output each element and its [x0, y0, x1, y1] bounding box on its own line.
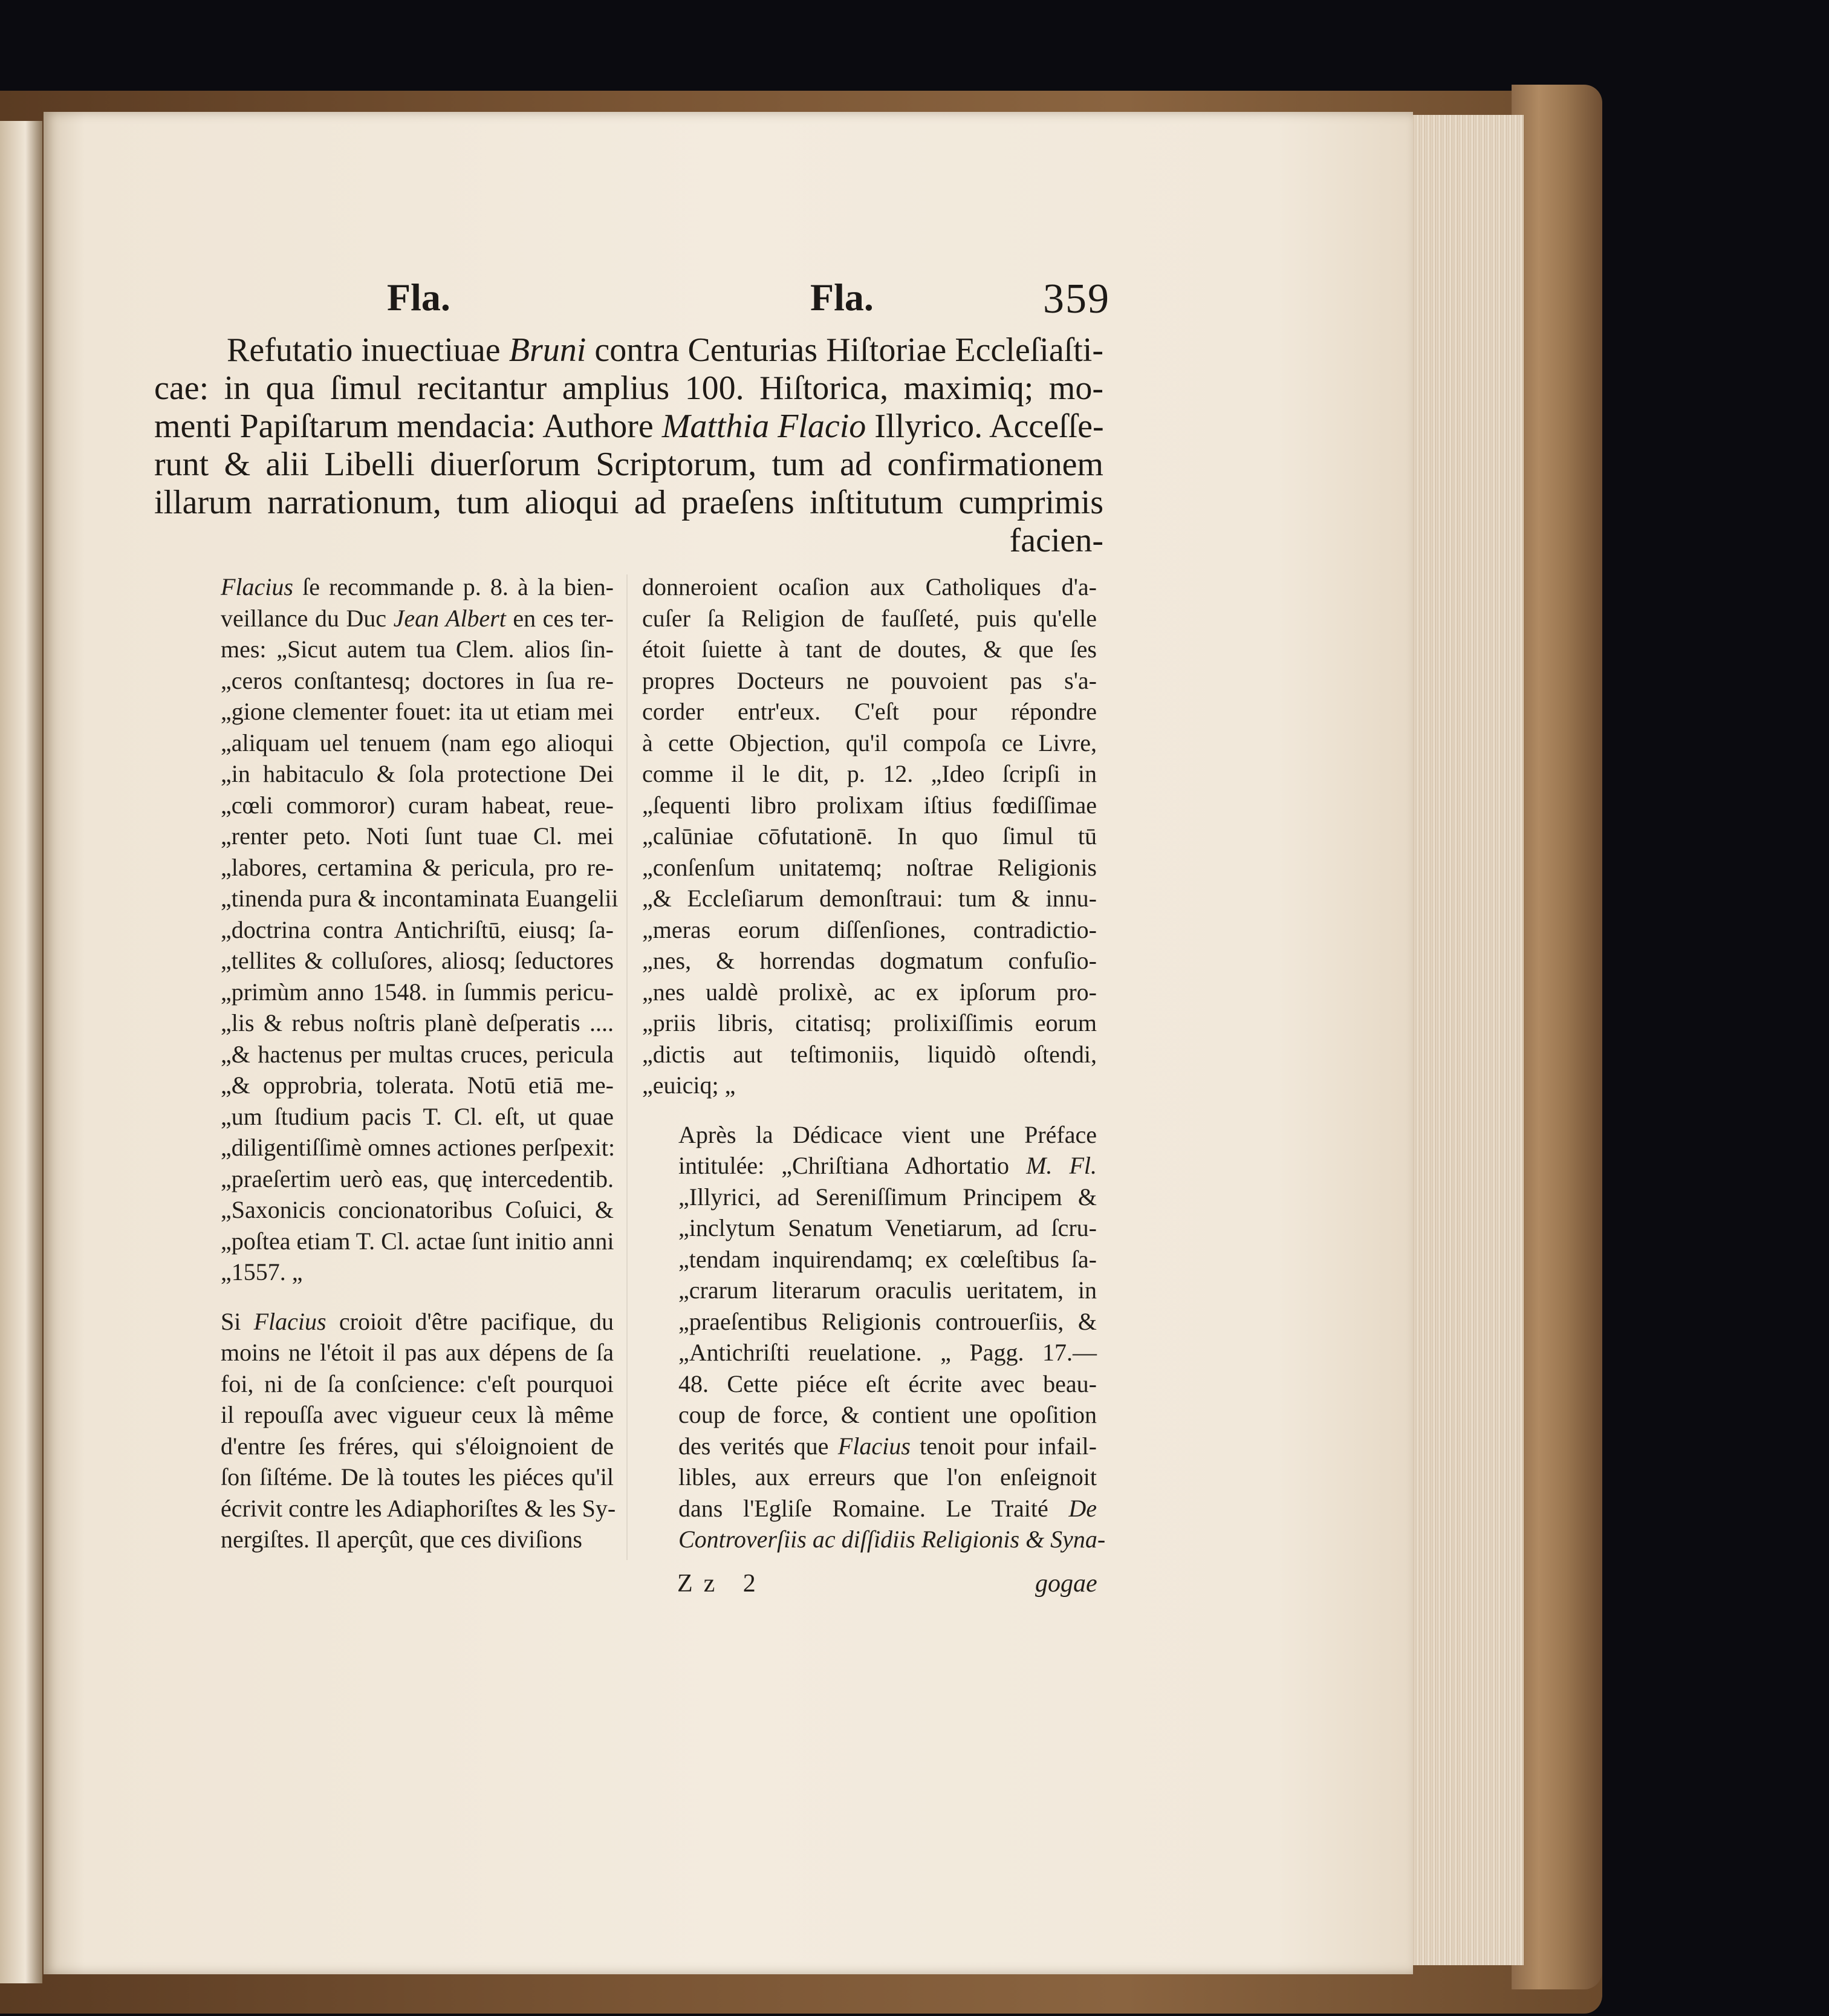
- text-line: „Illyrici, ad Sereniſſimum Principem &: [678, 1183, 1097, 1211]
- left-paragraph-1: [184, 571, 619, 1288]
- text-line: foi, ni de ſa conſcience: c'eſt pourquoi: [221, 1370, 614, 1397]
- text-line: d'entre ſes fréres, qui s'éloignoient de: [221, 1432, 614, 1460]
- left-column: [184, 571, 619, 1555]
- right-paragraph-2: [642, 1119, 1106, 1555]
- text-line: „nes, & horrendas dogmatum confuſio-: [642, 947, 1097, 974]
- text-line: dans l'Egliſe Romaine. Le Traité De: [678, 1494, 1097, 1522]
- text-line: à cette Objection, qu'il compoſa ce Livre,: [642, 729, 1097, 756]
- text-line: „diligentiſſimè omnes actiones perſpexit:: [221, 1134, 616, 1161]
- page-number: 359: [1043, 276, 1110, 322]
- text-line: „poſtea etiam T. Cl. actae ſunt initio anni: [221, 1227, 614, 1255]
- text-line: „priis libris, citatisq; prolixiſſimis eorum: [642, 1009, 1097, 1036]
- text-line: nergiſtes. Il aperçût, que ces diviſions: [221, 1526, 582, 1553]
- text-line: donneroient ocaſion aux Catholiques d'a-: [642, 573, 1097, 600]
- title-line: cae: in qua ſimul recitantur amplius 100. Hiſtorica, maximiq; mo-: [154, 369, 1103, 407]
- cover-edge: [1512, 85, 1602, 1989]
- text-line: „1557. „: [221, 1258, 303, 1286]
- text-line: „& Eccleſiarum demonſtraui: tum & innu-: [642, 885, 1097, 912]
- title-line: menti Papiſtarum mendacia: Authore Matthia Flacio Illyrico. Acceſſe-: [154, 408, 1104, 445]
- text-line: „inclytum Senatum Venetiarum, ad ſcru-: [678, 1214, 1097, 1241]
- italic-name: Flacius: [837, 1432, 911, 1460]
- text-line: „dictis aut teſtimoniis, liquidò oſtendi,: [642, 1040, 1097, 1068]
- text-line: étoit ſuiette à tant de doutes, & que ſes: [642, 636, 1097, 663]
- column-gutter: [626, 574, 628, 1560]
- text-line: Si Flacius croioit d'être pacifique, du: [221, 1307, 614, 1335]
- text-line: coup de force, & contient une opoſition: [678, 1401, 1097, 1428]
- text-line: „praeſentibus Religionis controuerſiis, &: [678, 1307, 1097, 1335]
- text-line: „renter peto. Noti ſunt tuae Cl. mei: [221, 822, 614, 850]
- facing-page-sliver: [0, 121, 42, 1983]
- text-line: veillance du Duc Jean Albert en ces ter-: [221, 604, 614, 632]
- text-line: „tinenda pura & incontaminata Euangelii: [221, 885, 619, 912]
- left-paragraph-2: [184, 1306, 614, 1555]
- text-line: „lis & rebus noſtris planè deſperatis ....: [221, 1009, 614, 1036]
- text-line: ſon ſiſtéme. De là toutes les piéces qu'il: [221, 1463, 614, 1491]
- italic-name: Flacius: [253, 1307, 326, 1335]
- title-line: runt & alii Libelli diuerſorum Scriptorum, tum ad confirmationem: [154, 446, 1103, 483]
- text-line: „Antichriſti reuelatione. „ Pagg. 17.—: [678, 1339, 1097, 1366]
- signature-mark: Zz 2: [677, 1570, 767, 1598]
- text-line: intitulée: „Chriſtiana Adhortatio M. Fl.: [678, 1152, 1097, 1179]
- text-line: „Saxonicis concionatoribus Coſuici, &: [221, 1196, 614, 1223]
- text-line: „nes ualdè prolixè, ac ex ipſorum pro-: [642, 978, 1097, 1006]
- text-line: il repouſſa avec vigueur ceux là même: [221, 1401, 614, 1428]
- text-line: écrivit contre les Adiaphoriſtes & les Sy-: [221, 1494, 616, 1522]
- text-line: „euiciq; „: [642, 1071, 736, 1099]
- page-edges: [1409, 115, 1524, 1965]
- title-italic: Matthia Flacio: [661, 408, 866, 445]
- italic-name: Controverſiis ac diſſidiis Religionis & Syna-: [678, 1526, 1106, 1553]
- text-line: „aliquam uel tenuem (nam ego alioqui: [221, 729, 614, 756]
- right-column: [642, 571, 1106, 1555]
- text-line: libles, aux erreurs que l'on enſeignoit: [678, 1463, 1097, 1491]
- running-head-left: Fla.: [387, 276, 450, 319]
- text-line: „conſenſum unitatemq; noſtrae Religionis: [642, 853, 1097, 881]
- text-line: „gione clementer fouet: ita ut etiam mei: [221, 698, 614, 725]
- title-entry: [154, 331, 1103, 560]
- text-line: corder entr'eux. C'eſt pour répondre: [642, 698, 1097, 725]
- catchword: gogae: [1035, 1570, 1097, 1598]
- italic-name: Jean Albert: [393, 604, 506, 632]
- text-line: „& opprobria, tolerata. Notū etiā me-: [221, 1071, 614, 1099]
- title-line: Refutatio inuectiuae Bruni contra Centurias Hiſtoriae Eccleſiaſti-: [227, 331, 1103, 369]
- text-line: „ceros conſtantesq; doctores in ſua re-: [221, 666, 614, 694]
- text-line: des verités que Flacius tenoit pour infail-: [678, 1432, 1097, 1460]
- text-line: „primùm anno 1548. in ſummis pericu-: [221, 978, 614, 1006]
- text-line: „tendam inquirendamq; ex cœleſtibus ſa-: [678, 1245, 1097, 1273]
- text-line: propres Docteurs ne pouvoient pas s'a-: [642, 666, 1097, 694]
- text-line: „ſequenti libro prolixam iſtius fœdiſſimae: [642, 791, 1097, 819]
- italic-name: De: [1068, 1494, 1097, 1522]
- text-line: „cœli commoror) curam habeat, reue-: [221, 791, 614, 819]
- title-line: facien-: [1009, 522, 1103, 559]
- text-line: cuſer ſa Religion de fauſſeté, puis qu'elle: [642, 604, 1097, 632]
- text-line: Flacius ſe recommande p. 8. à la bien-: [221, 573, 614, 600]
- text-line: „in habitaculo & ſola protectione Dei: [221, 760, 614, 787]
- text-line: comme il le dit, p. 12. „Ideo ſcripſi in: [642, 760, 1097, 787]
- text-line: „& hactenus per multas cruces, pericula: [221, 1040, 614, 1068]
- italic-name: Flacius: [221, 573, 293, 600]
- text-line: „calūniae cōfutationē. In quo ſimul tū: [642, 822, 1097, 850]
- italic-name: M. Fl.: [1026, 1152, 1097, 1179]
- title-italic: Bruni: [508, 331, 586, 369]
- text-line: 48. Cette piéce eſt écrite avec beau-: [678, 1370, 1097, 1397]
- text-line: mes: „Sicut autem tua Clem. alios ſin-: [221, 636, 614, 663]
- text-line: „praeſertim uerò eas, quę intercedentib.: [221, 1165, 614, 1192]
- text-line: „doctrina contra Antichriſtū, eiusq; ſa-: [221, 915, 614, 943]
- text-line: „labores, certamina & pericula, pro re-: [221, 853, 614, 881]
- running-head-center: Fla.: [810, 276, 874, 319]
- text-line: „meras eorum diſſenſiones, contradictio-: [642, 915, 1097, 943]
- text-line: moins ne l'étoit il pas aux dépens de ſa: [221, 1339, 614, 1366]
- right-paragraph-1: [642, 571, 1097, 1101]
- text-line: „tellites & colluſores, aliosq; ſeductores: [221, 947, 614, 974]
- text-line: [642, 1524, 1106, 1555]
- title-line: illarum narrationum, tum alioqui ad praeſens inſtitutum cumprimis: [154, 484, 1103, 521]
- text-line: Après la Dédicace vient une Préface: [678, 1120, 1097, 1148]
- text-line: „crarum literarum oraculis ueritatem, in: [678, 1276, 1097, 1304]
- text-line: „um ſtudium pacis T. Cl. eſt, ut quae: [221, 1102, 614, 1130]
